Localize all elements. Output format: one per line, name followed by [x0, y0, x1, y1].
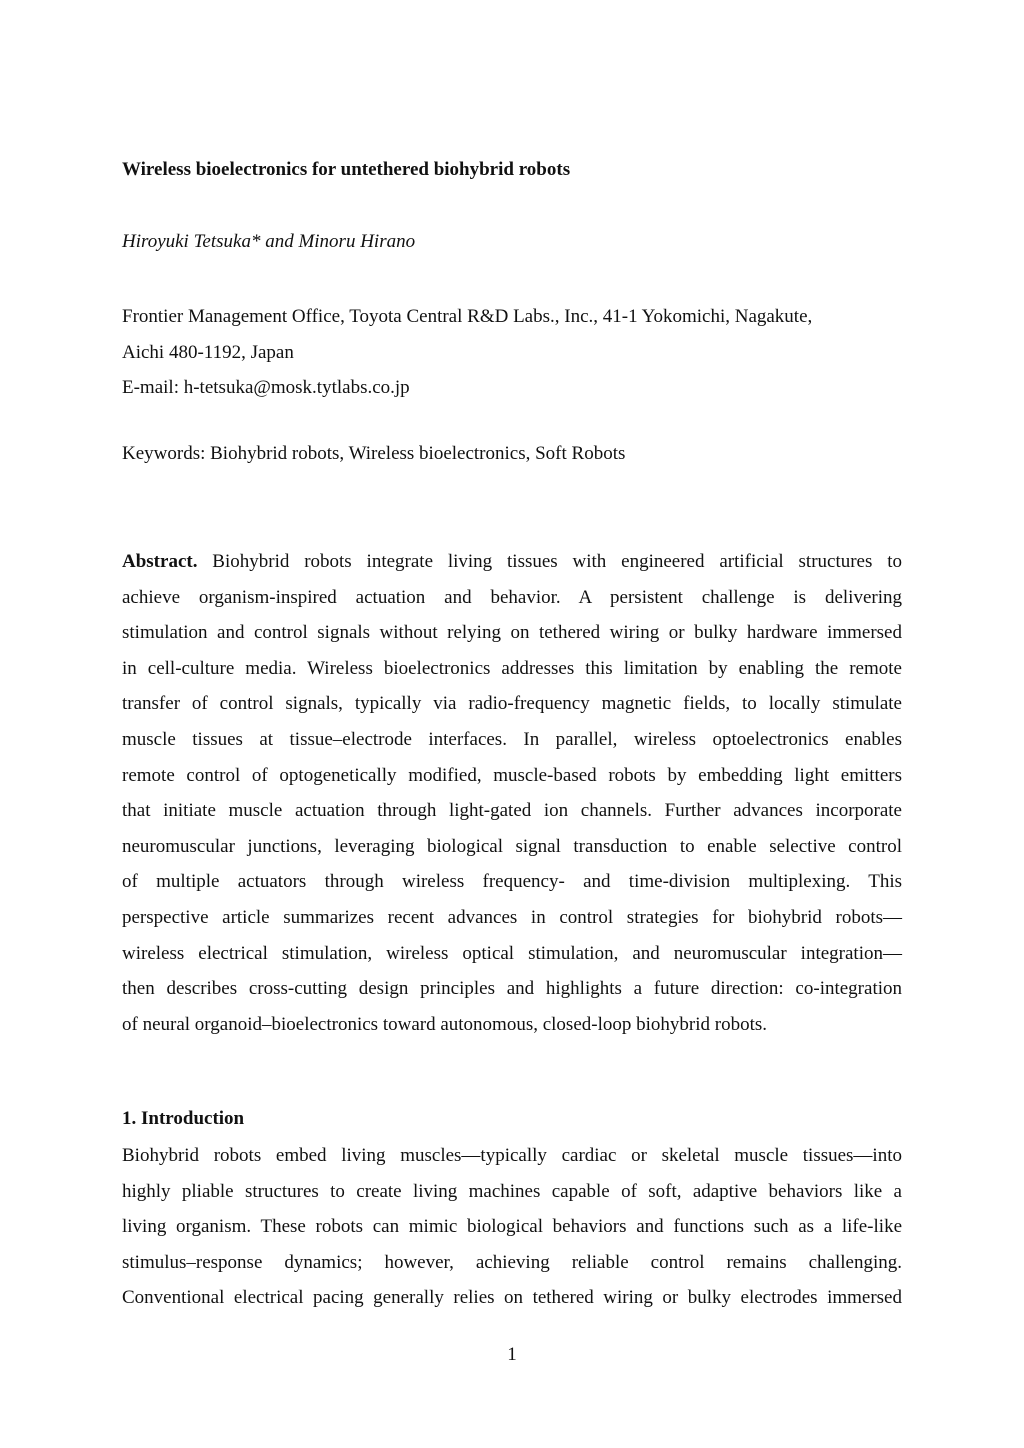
intro-line: stimulus–response dynamics; however, achieving reliable control remains challenging. [122, 1251, 902, 1273]
abstract-last-line: of neural organoid–bioelectronics toward autonomous, closed-loop biohybrid robots. [122, 1013, 767, 1035]
abstract-block [122, 544, 902, 1042]
page-number: 1 [507, 1344, 517, 1365]
intro-line: highly pliable structures to create living machines capable of soft, adaptive behaviors like a [122, 1180, 902, 1202]
abstract-line: remote control of optogenetically modified, muscle-based robots by embedding light emitters [122, 764, 902, 786]
paper-title: Wireless bioelectronics for untethered biohybrid robots [122, 159, 571, 180]
abstract-label: Abstract. [122, 551, 198, 572]
abstract-line: stimulation and control signals without relying on tethered wiring or bulky hardware immersed [122, 622, 902, 644]
intro-line: living organism. These robots can mimic biological behaviors and functions such as a life-like [122, 1216, 902, 1237]
abstract-line: of multiple actuators through wireless frequency- and time-division multiplexing. This [122, 871, 902, 893]
introduction-body [122, 1138, 902, 1316]
abstract-line: in cell-culture media. Wireless bioelectronics addresses this limitation by enabling the remote [122, 657, 902, 679]
abstract-line: then describes cross-cutting design principles and highlights a future direction: co-integration [122, 978, 902, 1000]
affiliation-block [122, 299, 902, 406]
abstract-first-line-text: Biohybrid robots integrate living tissues with engineered artificial structures to [212, 551, 903, 572]
abstract-line: that initiate muscle actuation through light-gated ion channels. Further advances incorporate [122, 800, 902, 822]
section-heading-introduction: 1. Introduction [122, 1108, 245, 1129]
abstract-line: achieve organism-inspired actuation and behavior. A persistent challenge is delivering [122, 586, 902, 608]
keywords-line: Keywords: Biohybrid robots, Wireless bioelectronics, Soft Robots [122, 443, 626, 464]
abstract-line: neuromuscular junctions, leveraging biological signal transduction to enable selective control [122, 835, 902, 857]
abstract-line: transfer of control signals, typically via radio-frequency magnetic fields, to locally stimulate [122, 693, 902, 715]
abstract-line: muscle tissues at tissue–electrode interfaces. In parallel, wireless optoelectronics enables [122, 728, 902, 750]
affiliation-line: Frontier Management Office, Toyota Central R&D Labs., Inc., 41-1 Yokomichi, Nagakute, [122, 306, 813, 327]
abstract-line: wireless electrical stimulation, wireless optical stimulation, and neuromuscular integration— [122, 942, 902, 964]
abstract-line: perspective article summarizes recent advances in control strategies for biohybrid robots— [122, 906, 902, 928]
author-list: Hiroyuki Tetsuka* and Minoru Hirano [122, 231, 416, 252]
abstract-line [122, 544, 902, 580]
affiliation-line: Aichi 480-1192, Japan [122, 341, 294, 363]
intro-line: Biohybrid robots embed living muscles—typically cardiac or skeletal muscle tissues—into [122, 1145, 902, 1166]
intro-line: Conventional electrical pacing generally relies on tethered wiring or bulky electrodes immersed [122, 1287, 902, 1308]
email-line: E-mail: h-tetsuka@mosk.tytlabs.co.jp [122, 377, 410, 398]
